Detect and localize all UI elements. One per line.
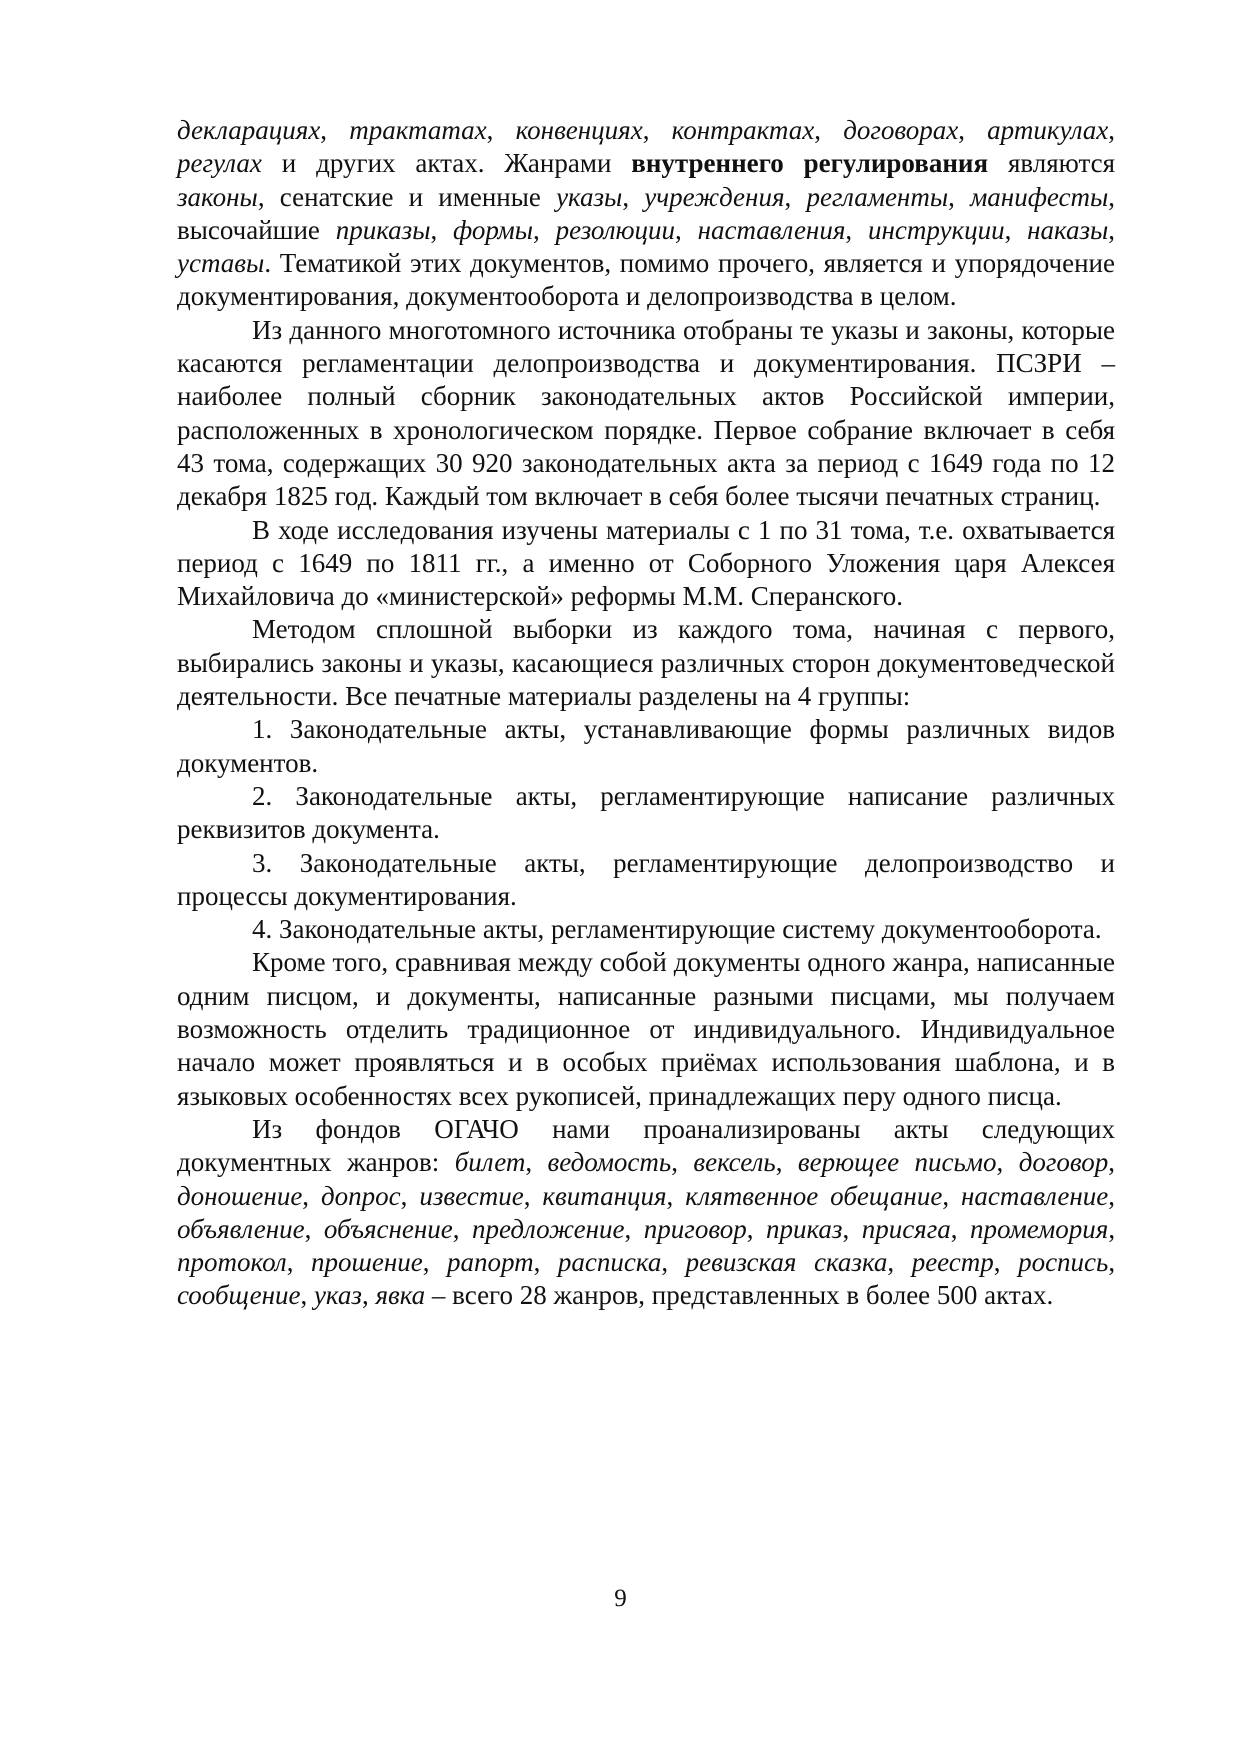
italic-term: ведомость — [547, 1147, 672, 1178]
document-body — [177, 114, 1115, 1313]
paragraph-p4 — [177, 613, 1115, 713]
text-run: , — [814, 115, 844, 145]
text-run: , — [958, 115, 988, 145]
text-run: , — [1004, 214, 1028, 245]
text-run: , — [784, 181, 807, 212]
text-run: , высочайшие — [177, 181, 1116, 245]
text-run: , — [942, 1180, 962, 1211]
text-run: , — [666, 1180, 686, 1211]
paragraph-p7 — [177, 847, 1115, 914]
italic-term: доношение — [177, 1180, 303, 1211]
italic-term: прошение — [310, 1247, 423, 1278]
italic-term: явка — [375, 1280, 426, 1311]
italic-term: регламенты — [806, 181, 949, 212]
italic-term: договор — [1018, 1147, 1109, 1178]
italic-term: квитанция — [542, 1180, 667, 1211]
italic-term: приказы — [335, 214, 431, 245]
italic-term: трактатах — [349, 115, 487, 145]
italic-term: допрос — [321, 1180, 401, 1211]
italic-term: договорах — [843, 115, 959, 145]
text-run: , — [622, 181, 645, 212]
text-run: , — [523, 1180, 543, 1211]
text-run: 1. Законодательные акты, устанавливающие формы различных видов документов. — [177, 714, 1115, 778]
text-run: , — [845, 214, 868, 245]
text-run: , — [842, 1213, 862, 1244]
text-run: , — [430, 214, 454, 245]
text-run: , — [452, 1213, 473, 1244]
text-run: . Тематикой этих документов, помимо прочего, является и упорядочение документирования, документооборота и делопроизводства в целом. — [177, 248, 1115, 312]
italic-term: приговор — [643, 1213, 747, 1244]
italic-term: указ — [313, 1280, 362, 1311]
italic-term: контрактах — [671, 115, 815, 145]
text-run: – всего 28 жанров, представленных в более 500 актах. — [425, 1280, 1054, 1311]
text-run: , — [671, 1147, 694, 1178]
text-run: , — [422, 1247, 447, 1278]
italic-term: манифесты — [970, 181, 1109, 212]
italic-term: вексель — [693, 1147, 776, 1178]
italic-term: присяга — [861, 1213, 951, 1244]
text-run: , — [361, 1280, 376, 1311]
italic-term: наставления — [697, 214, 846, 245]
italic-term: декларациях — [177, 115, 321, 145]
italic-term: объяснение — [323, 1213, 453, 1244]
italic-term: ревизская сказка — [685, 1247, 888, 1278]
italic-term: законы — [177, 181, 258, 212]
italic-term: наказы — [1027, 214, 1109, 245]
text-run: , — [996, 1147, 1019, 1178]
text-run: , — [486, 115, 516, 145]
italic-term: верющее письмо — [797, 1147, 997, 1178]
italic-term: роспись — [1018, 1247, 1109, 1278]
paragraph-p8 — [177, 913, 1115, 946]
text-run: , — [525, 1147, 548, 1178]
italic-term: объявление — [177, 1213, 305, 1244]
text-run: , — [1108, 1213, 1116, 1244]
paragraph-p9 — [177, 946, 1115, 1112]
italic-term: рапорт — [446, 1247, 534, 1278]
text-run: В ходе исследования изучены материалы с 1 по 31 тома, т.е. охватывается период с 1649 по 1811 гг., а именно от Соборного Уложения царя Алексея Михайловича до «министерской» реформы М.М. Сперанского. — [177, 514, 1115, 612]
text-run: , — [1108, 1247, 1116, 1278]
text-run: Кроме того, сравнивая между собой документы одного жанра, написанные одним писцом, и документы, написанные разными писцами, мы получаем возможность отделить традиционное от индивидуального. Индивидуальное начало может проявляться и в особых приёмах использования шаблона, и в языковых особенностях всех рукописей, принадлежащих перу одного писца. — [177, 947, 1115, 1111]
paragraph-p10 — [177, 1113, 1115, 1313]
text-run: и других актах. Жанрами — [261, 148, 632, 179]
bold-term: внутреннего регулирования — [631, 148, 989, 179]
text-run: , — [320, 115, 350, 145]
italic-term: артикулах — [987, 115, 1109, 145]
text-run: , — [624, 1213, 644, 1244]
text-run: , — [286, 1247, 311, 1278]
italic-term: учреждения — [644, 181, 785, 212]
text-run: , — [1108, 1147, 1116, 1178]
text-run: 3. Законодательные акты, регламентирующие делопроизводство и процессы документирования. — [177, 847, 1115, 911]
text-run: , — [300, 1280, 314, 1311]
text-run: Из фондов ОГАЧО нами проанализированы акты следующих документных жанров: — [177, 1113, 1115, 1178]
text-run: , — [1108, 115, 1116, 145]
italic-term: инструкции — [867, 214, 1005, 245]
italic-term: резолюции — [555, 214, 676, 245]
text-run: , — [642, 115, 672, 145]
italic-term: указы — [556, 181, 623, 212]
italic-term: известие — [419, 1180, 524, 1211]
text-run: , сенатские и именные — [257, 181, 557, 212]
paragraph-p1 — [177, 114, 1115, 314]
text-run: , — [675, 214, 698, 245]
paragraph-p2 — [177, 314, 1115, 514]
italic-term: промемория — [970, 1213, 1109, 1244]
text-run: , — [1108, 1180, 1115, 1211]
paragraph-p3 — [177, 514, 1115, 614]
text-run: , — [304, 1213, 324, 1244]
text-run: , — [950, 1213, 971, 1244]
text-run: , — [948, 181, 971, 212]
text-run: , — [993, 1247, 1019, 1278]
text-run: , — [775, 1147, 798, 1178]
text-run: Из данного многотомного источника отобраны те указы и законы, которые касаются регламентации делопроизводства и документирования. ПСЗРИ – наиболее полный сборник законодательных актов Российской империи, расположенных в хронологическом порядке. Первое собрание включает в себя 43 тома, содержащих 30 920 законодательных акта за период с 1649 года по 12 декабря 1825 год. Каждый том включает в себя более тысячи печатных страниц. — [177, 314, 1115, 512]
paragraph-p6 — [177, 780, 1115, 847]
page-number: 9 — [614, 1585, 627, 1612]
italic-term: формы — [453, 214, 534, 245]
italic-term: протокол — [177, 1247, 287, 1278]
italic-term: сообщение — [177, 1280, 301, 1311]
text-run: , — [887, 1247, 912, 1278]
italic-term: расписка — [557, 1247, 662, 1278]
italic-term: приказ — [765, 1213, 843, 1244]
italic-term: клятвенное обещание — [685, 1180, 943, 1211]
text-run: , — [1108, 214, 1116, 245]
paragraph-p5 — [177, 713, 1115, 780]
italic-term: билет — [454, 1147, 526, 1178]
text-run: , — [533, 214, 556, 245]
text-run: , — [533, 1247, 558, 1278]
text-run: , — [746, 1213, 766, 1244]
text-run: , — [302, 1180, 321, 1211]
italic-term: конвенциях — [515, 115, 643, 145]
italic-term: регулах — [177, 148, 262, 179]
text-run: являются — [988, 148, 1115, 179]
text-run: , — [661, 1247, 686, 1278]
italic-term: реестр — [911, 1247, 994, 1278]
italic-term: уставы — [177, 248, 265, 279]
text-run: 2. Законодательные акты, регламентирующие написание различных реквизитов документа. — [177, 780, 1115, 845]
text-run: Методом сплошной выборки из каждого тома, начиная с первого, выбирались законы и указы, касающиеся различных сторон документоведческой деятельности. Все печатные материалы разделены на 4 группы: — [177, 614, 1115, 712]
italic-term: предложение — [472, 1213, 625, 1244]
text-run: 4. Законодательные акты, регламентирующие систему документооборота. — [252, 914, 1102, 945]
text-run: , — [400, 1180, 420, 1211]
italic-term: наставление — [961, 1180, 1109, 1211]
